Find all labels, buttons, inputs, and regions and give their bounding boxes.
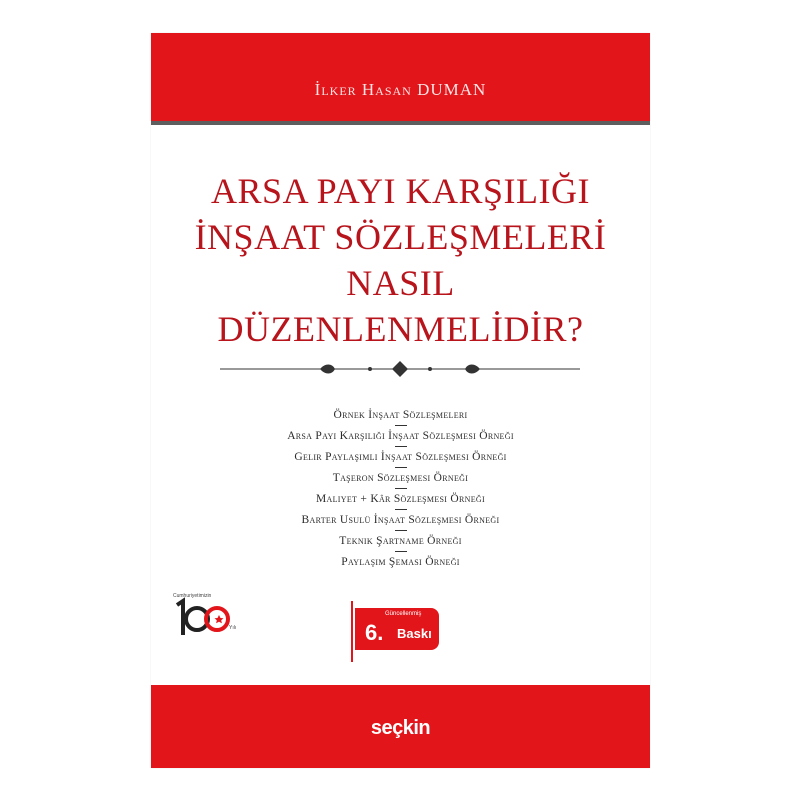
title-line: DÜZENLENMELİDİR? [217, 309, 584, 349]
divider [395, 446, 407, 447]
list-item: Taşeron Sözleşmesi Örneği [332, 472, 469, 484]
edition-label: Baskı [397, 626, 432, 641]
divider [395, 530, 407, 531]
author-name: İlker Hasan DUMAN [314, 80, 487, 99]
divider [395, 551, 407, 552]
list-item: Paylaşım Şeması Örneği [341, 556, 460, 568]
title-line: İNŞAAT SÖZLEŞMELERİ [194, 217, 607, 257]
list-item: Teknik Şartname Örneği [339, 535, 462, 547]
book-cover [151, 33, 650, 768]
list-item: Maliyet + Kâr Sözleşmesi Örneği [316, 493, 485, 505]
centenary-caption: Cumhuriyetimizin [173, 593, 212, 599]
divider [395, 509, 407, 510]
edition-number: 6. [365, 620, 384, 645]
divider [395, 425, 407, 426]
top-red-band [151, 33, 650, 121]
centenary-100-icon [163, 593, 235, 641]
centenary-logo [163, 593, 235, 641]
bottom-red-band [151, 685, 650, 768]
top-gray-rule [151, 121, 650, 125]
divider [395, 488, 407, 489]
topic-list [151, 409, 650, 568]
divider [395, 467, 407, 468]
list-item: Örnek İnşaat Sözleşmeleri [333, 409, 468, 421]
centenary-suffix: Yılı [229, 625, 237, 631]
ornament-divider-icon [220, 358, 580, 380]
edition-badge [355, 608, 439, 650]
book-title [151, 168, 650, 352]
edition-divider-line [351, 601, 353, 662]
list-item: Barter Usulü İnşaat Sözleşmesi Örneği [301, 514, 500, 526]
list-item: Gelir Paylaşımlı İnşaat Sözleşmesi Örneği [294, 451, 507, 463]
publisher-logo: seçkin [370, 717, 431, 739]
edition-updated-label: Güncellenmiş [385, 611, 422, 617]
title-line: NASIL [346, 263, 455, 303]
title-line: ARSA PAYI KARŞILIĞI [211, 171, 590, 211]
list-item: Arsa Payı Karşılığı İnşaat Sözleşmesi Örneği [287, 430, 514, 442]
